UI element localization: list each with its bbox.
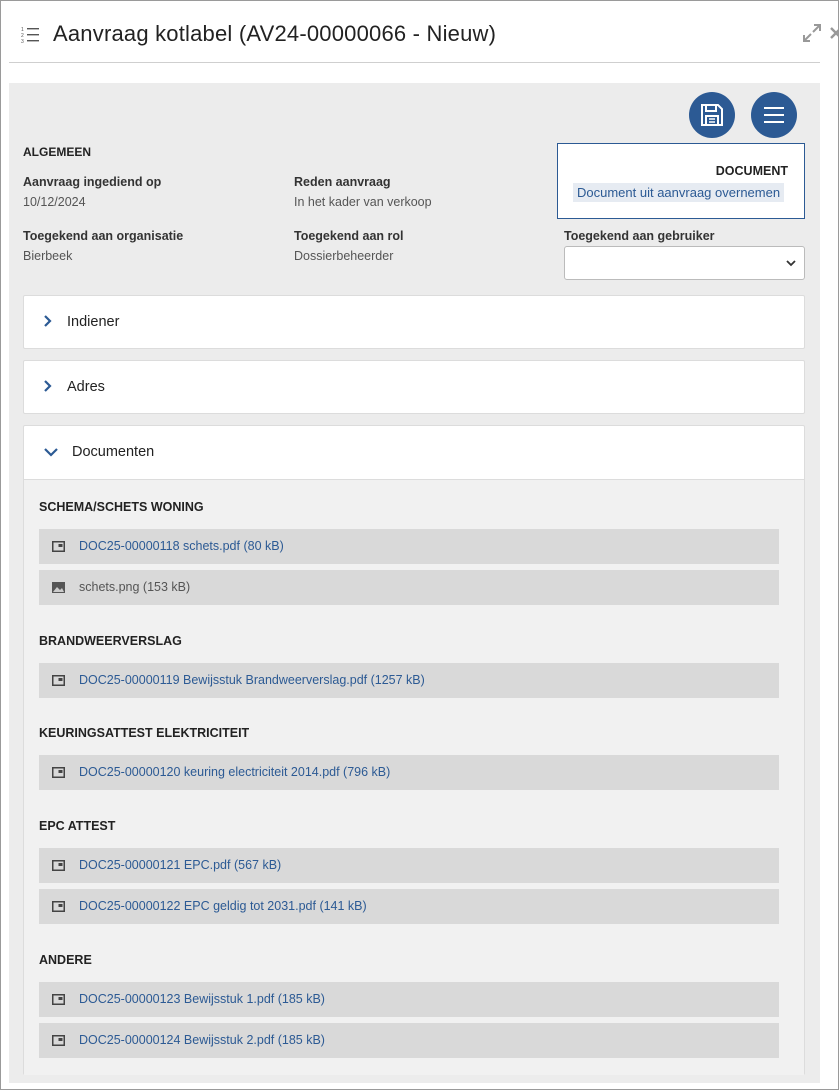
document-overnemen-link[interactable]: Document uit aanvraag overnemen [573, 183, 784, 202]
document-row[interactable] [39, 982, 779, 1017]
floppy-disk-icon [699, 102, 725, 128]
label-reden-aanvraag: Reden aanvraag [294, 175, 391, 189]
save-button[interactable] [689, 92, 735, 138]
panel-indiener-title: Indiener [67, 314, 120, 330]
panel-documenten-title: Documenten [72, 444, 155, 460]
value-rol: Dossierbeheerder [294, 249, 394, 263]
chevron-down-icon [44, 447, 58, 457]
close-icon[interactable] [828, 23, 839, 43]
folder-icon [52, 994, 65, 1005]
panel-documenten [23, 425, 805, 1075]
page-title: Aanvraag kotlabel (AV24-00000066 - Nieuw) [53, 21, 497, 46]
group-title: KEURINGSATTEST ELEKTRICITEIT [39, 726, 250, 740]
document-link[interactable]: DOC25-00000120 keuring electriciteit 2014.pdf (796 kB) [79, 765, 391, 779]
value-organisatie: Bierbeek [23, 249, 73, 263]
document-row[interactable] [39, 529, 779, 564]
group-title: ANDERE [39, 953, 92, 967]
document-link[interactable]: DOC25-00000118 schets.pdf (80 kB) [79, 539, 284, 553]
label-gebruiker: Toegekend aan gebruiker [564, 229, 715, 243]
section-title-algemeen: ALGEMEEN [23, 145, 92, 159]
document-link[interactable]: DOC25-00000119 Bewijsstuk Brandweerverslag.pdf (1257 kB) [79, 673, 425, 687]
svg-text:1: 1 [21, 27, 24, 33]
folder-icon [52, 675, 65, 686]
panel-adres [23, 360, 805, 414]
panel-adres-header[interactable] [24, 361, 804, 414]
document-row[interactable] [39, 848, 779, 883]
document-row[interactable] [39, 570, 779, 605]
window-header [9, 1, 820, 63]
panel-documenten-header[interactable] [24, 426, 804, 479]
document-box-title: DOCUMENT [715, 164, 788, 178]
group-title: EPC ATTEST [39, 819, 116, 833]
label-ingediend-op: Aanvraag ingediend op [23, 175, 162, 189]
gebruiker-select[interactable] [564, 246, 805, 280]
document-link[interactable]: DOC25-00000122 EPC geldig tot 2031.pdf (141 kB) [79, 899, 367, 913]
document-row[interactable] [39, 663, 779, 698]
document-row[interactable] [39, 1023, 779, 1058]
documenten-body [24, 479, 804, 1075]
value-reden-aanvraag: In het kader van verkoop [294, 195, 432, 209]
folder-icon [52, 901, 65, 912]
svg-text:3: 3 [21, 39, 24, 45]
panel-adres-title: Adres [67, 379, 105, 395]
document-row[interactable] [39, 755, 779, 790]
document-box [557, 143, 805, 219]
folder-icon [52, 860, 65, 871]
folder-icon [52, 541, 65, 552]
document-link[interactable]: DOC25-00000124 Bewijsstuk 2.pdf (185 kB) [79, 1033, 325, 1047]
label-rol: Toegekend aan rol [294, 229, 404, 243]
chevron-down-icon [786, 258, 796, 268]
chevron-right-icon [43, 315, 53, 327]
form-content [9, 83, 820, 1083]
document-row[interactable] [39, 889, 779, 924]
numbered-list-icon [21, 25, 41, 45]
folder-icon [52, 1035, 65, 1046]
hamburger-menu-icon [763, 106, 785, 124]
document-link[interactable]: DOC25-00000123 Bewijsstuk 1.pdf (185 kB) [79, 992, 325, 1006]
document-name: schets.png (153 kB) [79, 580, 191, 594]
label-organisatie: Toegekend aan organisatie [23, 229, 184, 243]
folder-icon [52, 767, 65, 778]
chevron-right-icon [43, 380, 53, 392]
image-icon [52, 582, 65, 593]
group-title: SCHEMA/SCHETS WONING [39, 500, 204, 514]
document-link[interactable]: DOC25-00000121 EPC.pdf (567 kB) [79, 858, 282, 872]
panel-indiener [23, 295, 805, 349]
value-ingediend-op: 10/12/2024 [23, 195, 86, 209]
expand-icon[interactable] [802, 23, 822, 43]
group-title: BRANDWEERVERSLAG [39, 634, 182, 648]
panel-indiener-header[interactable] [24, 296, 804, 349]
menu-button[interactable] [751, 92, 797, 138]
svg-text:2: 2 [21, 33, 24, 39]
